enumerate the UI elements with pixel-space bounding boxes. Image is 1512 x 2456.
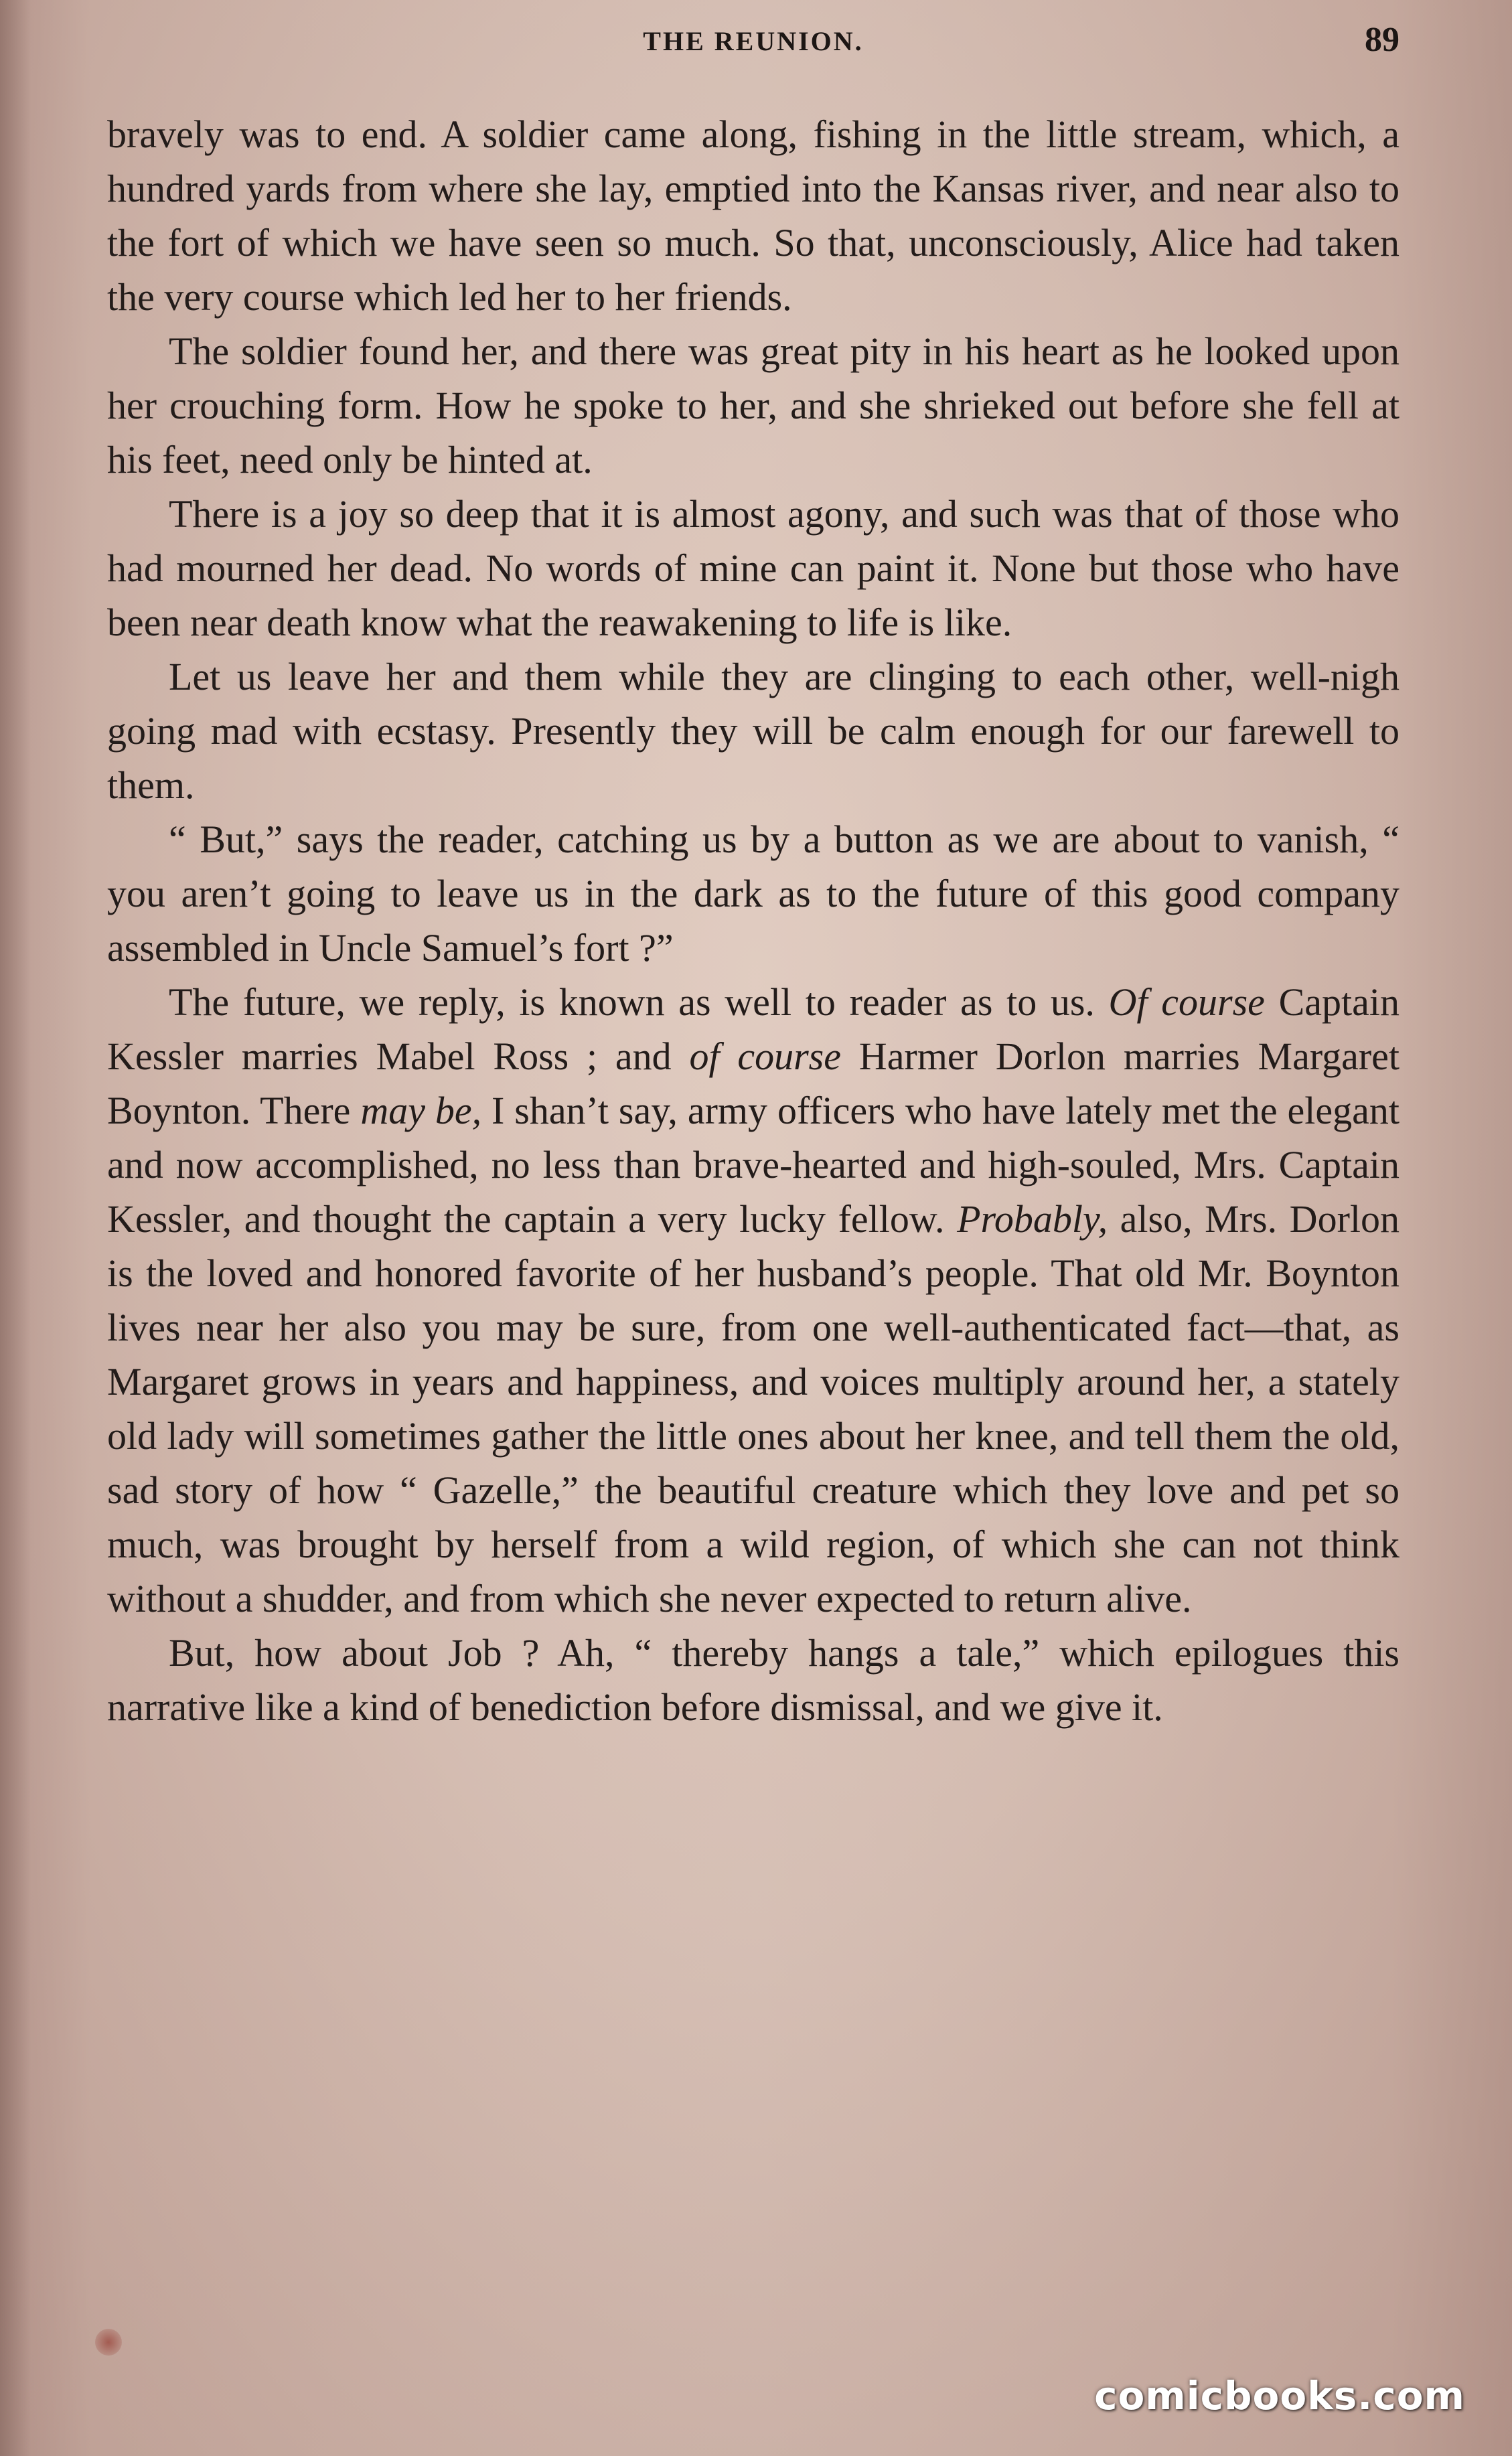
- text-segment: also, Mrs. Dorlon is the loved and honored favorite of her husband’s people. That old Mr. Boynton lives near her also you may be sure, from one well-authenticated fact—that, as Margaret grows in years and happiness, and voices multiply around her, a stately old lady will sometimes gather the little ones about her knee, and tell them the old, sad story of how “ Gazelle,” the beautiful creature which they love and pet so much, was brought by herself from a wild region, of which she can not think without a shudder, and from which she never expected to return alive.: [107, 1197, 1400, 1620]
- text-segment: bravely was to end. A soldier came along, fishing in the little stream, which, a hundred yards from where she lay, emptied into the Kansas river, and near also to the fort of which we have seen so much. So that, unconsciously, Alice had taken the very course which led her to her friends.: [107, 112, 1400, 319]
- running-head: THE REUNION.: [643, 26, 864, 56]
- text-segment: Let us leave her and them while they are clinging to each other, well-nigh going mad with ecstasy. Presently they will be calm enough for our farewell to them.: [107, 655, 1400, 807]
- paragraph: [107, 812, 1400, 975]
- watermark: comicbooks.com: [1094, 2373, 1465, 2419]
- paragraph: [107, 649, 1400, 812]
- page-number: 89: [1365, 21, 1400, 59]
- text-segment: But, how about Job ? Ah, “ thereby hangs a tale,” which epilogues this narrative like a kind of benediction before dismissal, and we give it.: [107, 1631, 1400, 1729]
- text-segment: “ But,” says the reader, catching us by a button as we are about to vanish, “ you aren’t going to leave us in the dark as to the future of this good company assembled in Uncle Samuel’s fort ?”: [107, 818, 1400, 970]
- paragraph: [107, 324, 1400, 487]
- paragraph: [107, 107, 1400, 324]
- page-binding-shadow: [0, 0, 31, 2456]
- text-segment: There is a joy so deep that it is almost agony, and such was that of those who had mourned her dead. No words of mine can paint it. None but those who have been near death know what the reawakening to life is like.: [107, 492, 1400, 644]
- paragraph: [107, 1626, 1400, 1734]
- paragraph: [107, 487, 1400, 649]
- text-segment: Harmer Dorlon marries Margaret Boynton. There: [107, 1034, 1400, 1132]
- italic-text: may be,: [360, 1089, 482, 1132]
- text-segment: The future, we reply, is known as well to reader as to us.: [169, 980, 1109, 1024]
- italic-text: of course: [689, 1034, 842, 1078]
- ink-speck: [95, 2329, 122, 2356]
- italic-text: Of course: [1108, 980, 1265, 1024]
- body-text: [107, 107, 1400, 1734]
- paragraph: [107, 975, 1400, 1626]
- text-segment: The soldier found her, and there was great pity in his heart as he looked upon her crouching form. How he spoke to her, and she shrieked out before she fell at his feet, need only be hinted at.: [107, 329, 1400, 481]
- italic-text: Probably,: [957, 1197, 1108, 1241]
- page-header: [107, 17, 1400, 71]
- text-segment: Captain Kessler marries Mabel Ross ; and: [107, 980, 1400, 1078]
- text-segment: I shan’t say, army officers who have lately met the elegant and now accomplished, no less than brave-hearted and high-souled, Mrs. Captain Kessler, and thought the captain a very lucky fellow.: [107, 1089, 1400, 1241]
